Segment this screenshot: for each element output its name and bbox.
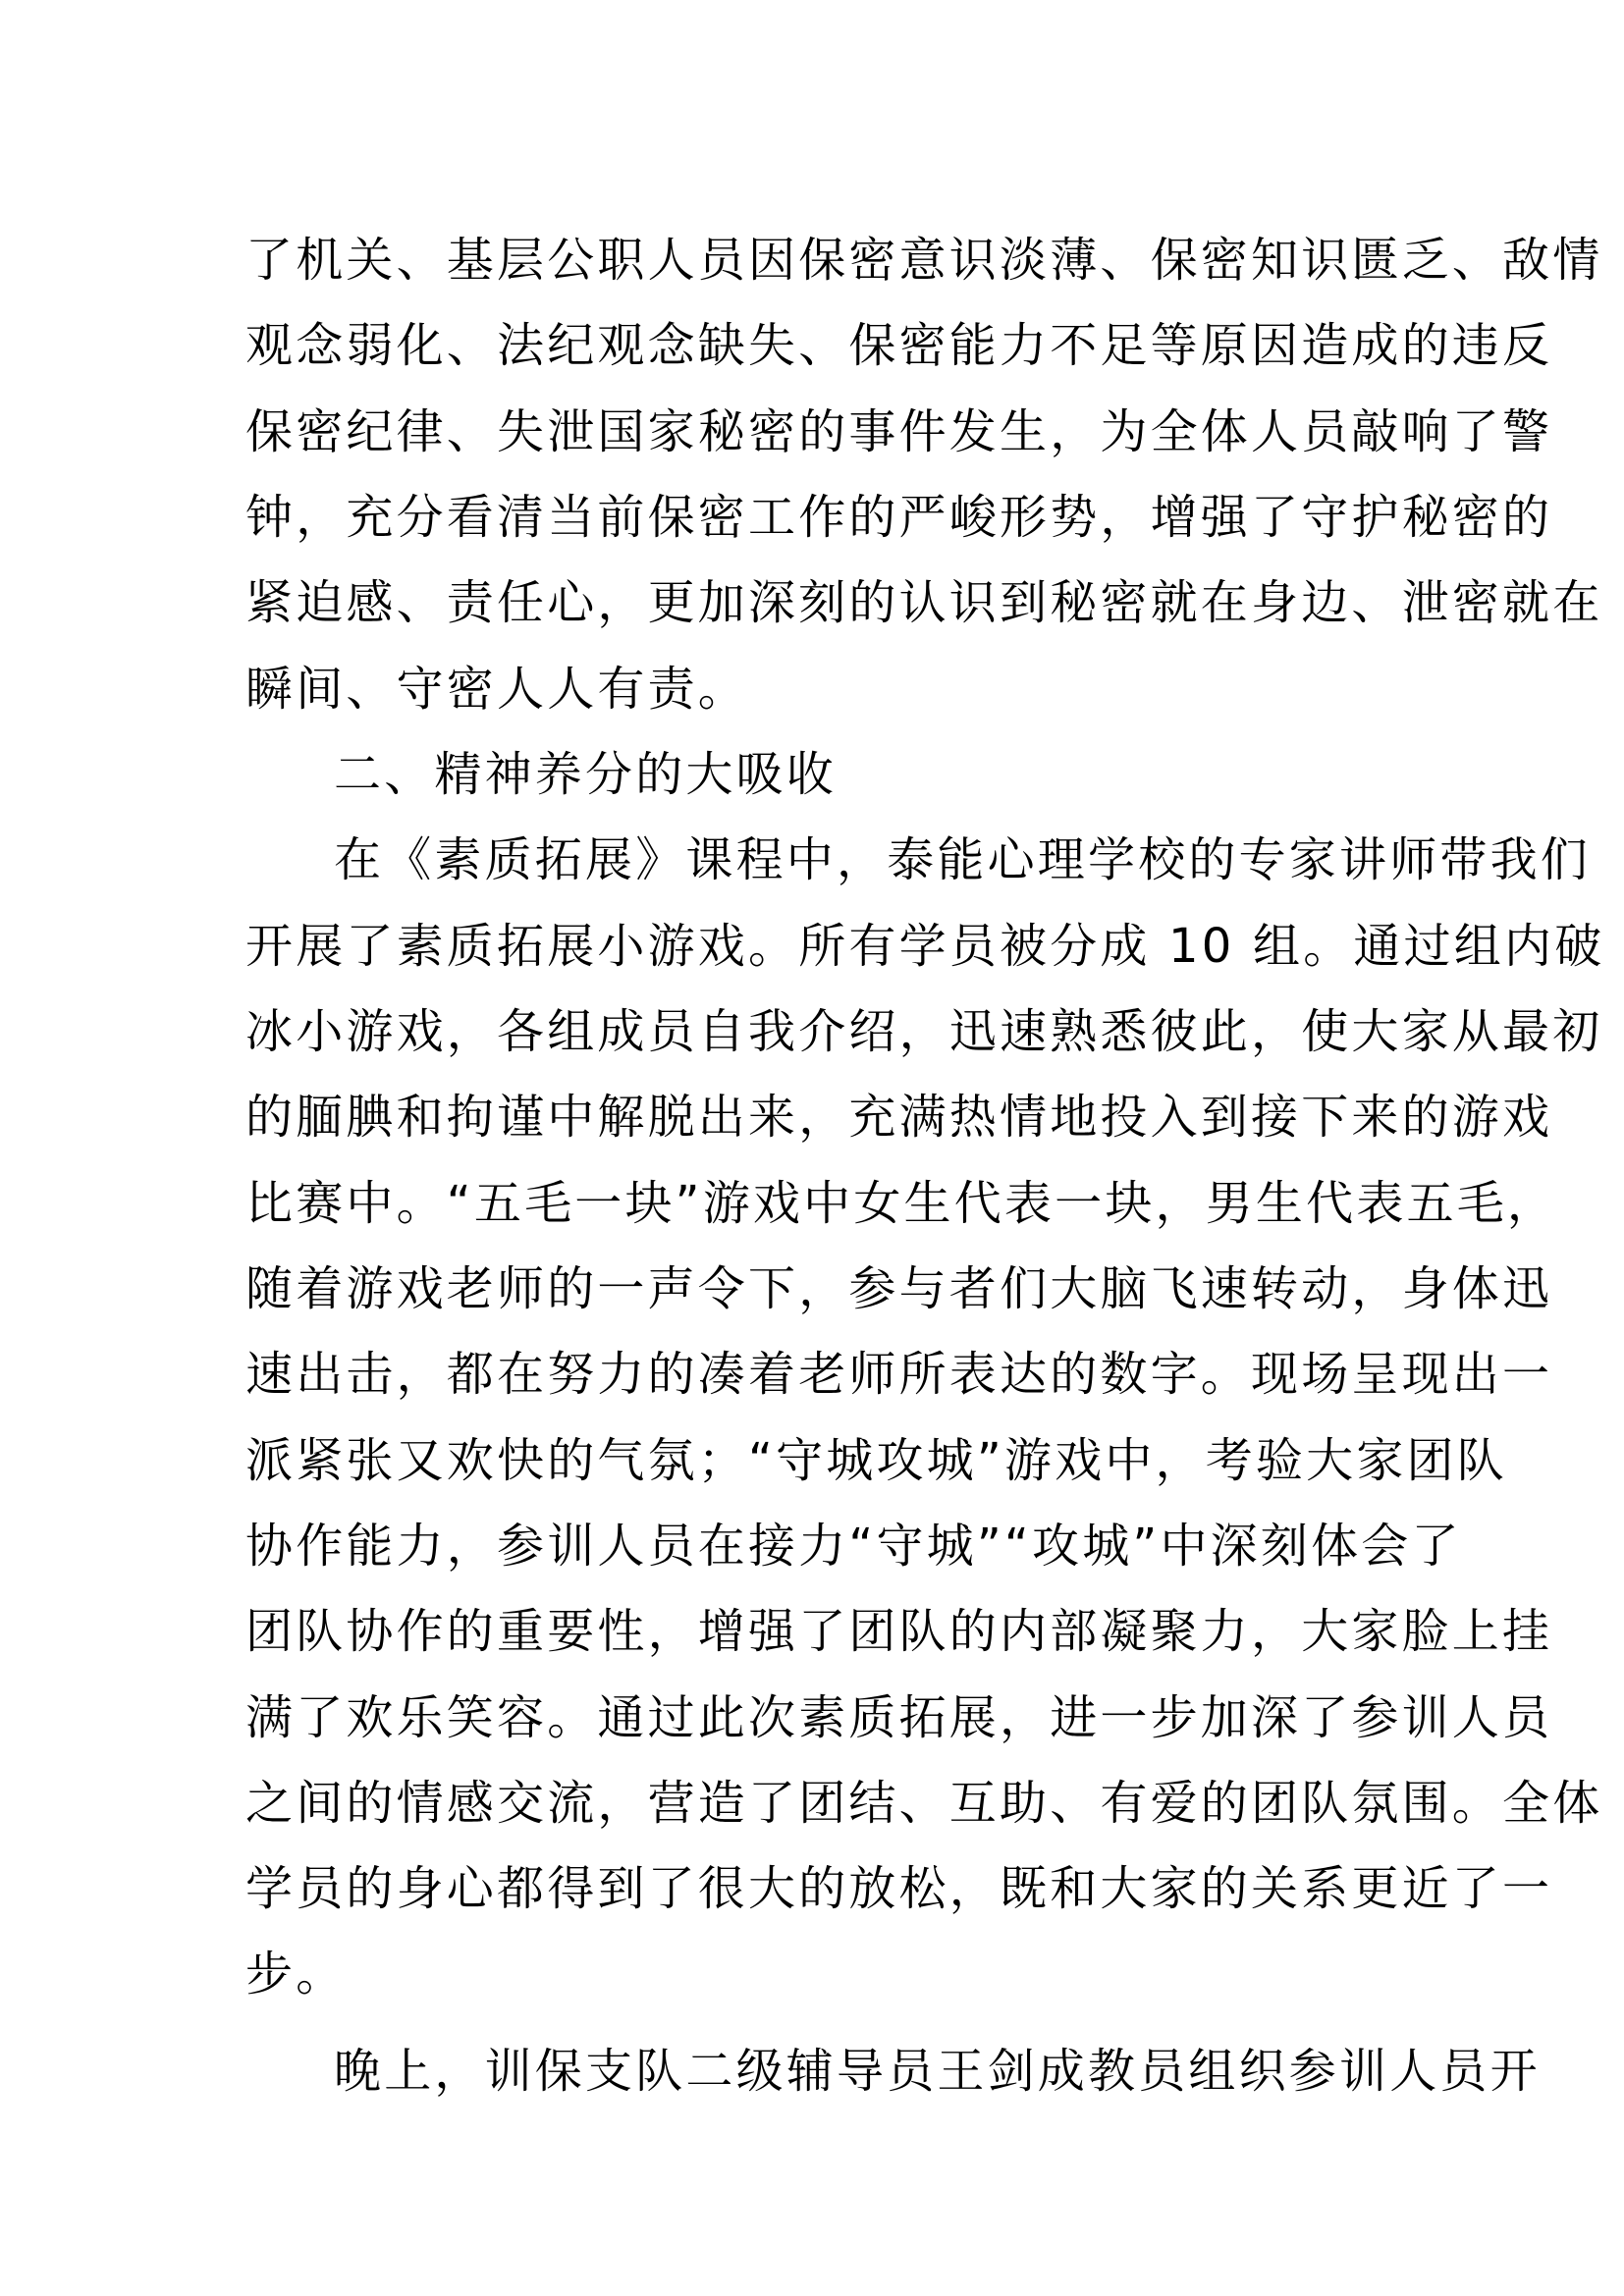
paragraph-line: 观念弱化、法纪观念缺失、保密能力不足等原因造成的违反 bbox=[245, 318, 1553, 373]
paragraph-line: 在《素质拓展》课程中，泰能心理学校的专家讲师带我们 bbox=[334, 832, 1592, 887]
paragraph-line: 比赛中。“五毛一块”游戏中女生代表一块，男生代表五毛， bbox=[245, 1176, 1558, 1231]
paragraph-line: 保密纪律、失泄国家秘密的事件发生，为全体人员敲响了警 bbox=[245, 404, 1553, 459]
paragraph-line: 瞬间、守密人人有责。 bbox=[245, 662, 749, 717]
paragraph-line: 钟，充分看清当前保密工作的严峻形势，增强了守护秘密的 bbox=[245, 490, 1553, 545]
paragraph-line: 步。 bbox=[245, 1947, 347, 2002]
paragraph-line: 派紧张又欢快的气氛；“守城攻城”游戏中，考验大家团队 bbox=[245, 1433, 1507, 1488]
paragraph-line: 开展了素质拓展小游戏。所有学员被分成 10 组。通过组内破 bbox=[245, 919, 1605, 974]
paragraph-line: 的腼腆和拘谨中解脱出来，充满热情地投入到接下来的游戏 bbox=[245, 1090, 1553, 1145]
paragraph-line: 冰小游戏，各组成员自我介绍，迅速熟悉彼此，使大家从最初 bbox=[245, 1004, 1603, 1059]
paragraph-line: 之间的情感交流，营造了团结、互助、有爱的团队氛围。全体 bbox=[245, 1776, 1603, 1831]
paragraph-line: 协作能力，参训人员在接力“守城”“攻城”中深刻体会了 bbox=[245, 1519, 1462, 1574]
section-heading: 二、精神养分的大吸收 bbox=[334, 747, 838, 802]
paragraph-line: 随着游戏老师的一声令下，参与者们大脑飞速转动，身体迅 bbox=[245, 1261, 1553, 1316]
paragraph-line: 学员的身心都得到了很大的放松，既和大家的关系更近了一 bbox=[245, 1861, 1553, 1916]
paragraph-line: 了机关、基层公职人员因保密意识淡薄、保密知识匮乏、敌情 bbox=[245, 233, 1603, 288]
paragraph-line: 速出击，都在努力的凑着老师所表达的数字。现场呈现出一 bbox=[245, 1347, 1553, 1402]
paragraph-line: 紧迫感、责任心，更加深刻的认识到秘密就在身边、泄密就在 bbox=[245, 575, 1603, 630]
paragraph-line: 满了欢乐笑容。通过此次素质拓展，进一步加深了参训人员 bbox=[245, 1690, 1553, 1745]
paragraph-line: 晚上，训保支队二级辅导员王剑成教员组织参训人员开 bbox=[334, 2044, 1541, 2099]
paragraph-line: 团队协作的重要性，增强了团队的内部凝聚力，大家脸上挂 bbox=[245, 1604, 1553, 1659]
